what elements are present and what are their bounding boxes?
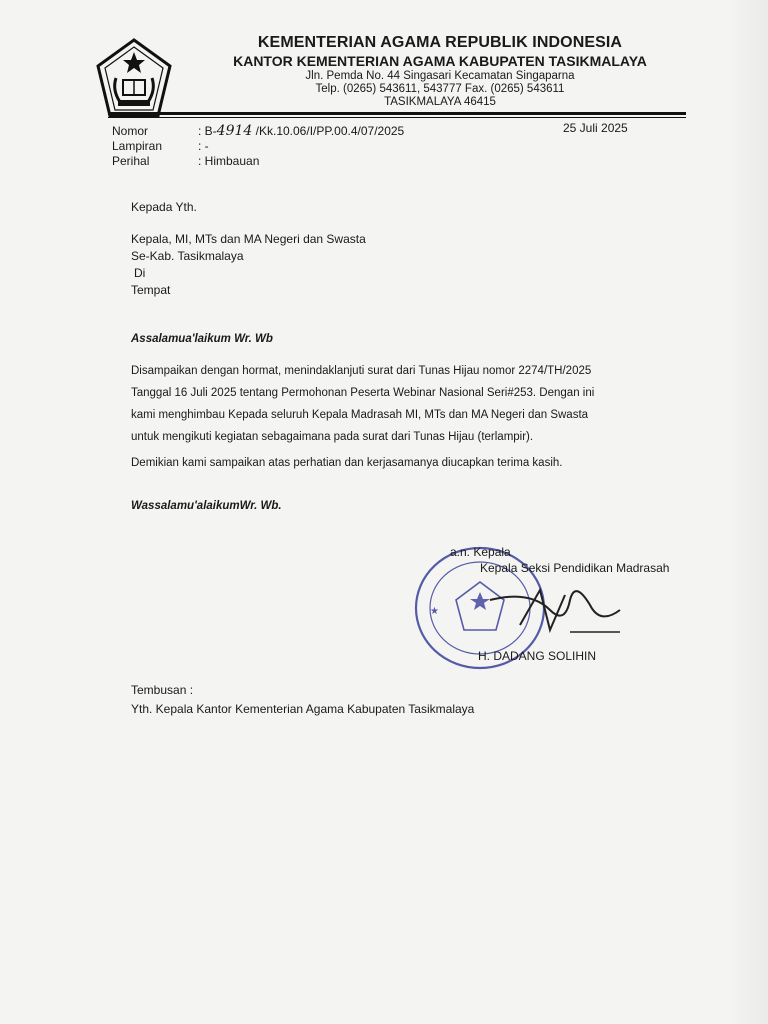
meta-perihal-row — [112, 154, 404, 169]
letterhead-rule-thick — [108, 112, 686, 115]
nomor-handwritten: 4914 — [216, 123, 253, 139]
address-line-1: Kepala, MI, MTs dan MA Negeri dan Swasta — [131, 232, 366, 246]
letterhead-rule-thin — [108, 117, 686, 118]
body-paragraph — [131, 360, 706, 448]
opening-greeting: Assalamua'laikum Wr. Wb — [131, 333, 273, 345]
letterhead-office: KANTOR KEMENTERIAN AGAMA KABUPATEN TASIKMALAYA — [233, 53, 647, 69]
nomor-prefix: : B- — [198, 124, 217, 138]
signature-line-2: Kepala Seksi Pendidikan Madrasah — [480, 561, 670, 575]
letterhead-city: TASIKMALAYA 46415 — [384, 96, 496, 108]
body-line-4: untuk mengikuti kegiatan sebagaimana pada surat dari Tunas Hijau (terlampir). — [131, 431, 534, 443]
address-line-3: Di — [134, 266, 146, 280]
meta-lampiran-row — [112, 139, 404, 154]
valediction: Wassalamu'alaikumWr. Wb. — [131, 500, 282, 512]
lampiran-label: Lampiran — [112, 139, 163, 153]
body-line-3: kami menghimbau Kepada seluruh Kepala Madrasah MI, MTs dan MA Negeri dan Swasta — [131, 409, 589, 421]
address-salutation: Kepada Yth. — [131, 200, 197, 214]
perihal-value: : Himbauan — [198, 154, 260, 168]
lampiran-value: : - — [198, 139, 209, 153]
nomor-suffix: /Kk.10.06/I/PP.00.4/07/2025 — [255, 124, 405, 138]
signatory-name: H. DADANG SOLIHIN — [478, 649, 597, 663]
cc-line-1: Yth. Kepala Kantor Kementerian Agama Kabupaten Tasikmalaya — [131, 702, 475, 716]
address-block — [131, 231, 366, 299]
address-line-2: Se-Kab. Tasikmalaya — [131, 249, 244, 263]
page-shadow — [728, 0, 768, 1024]
ministry-emblem-icon — [94, 38, 174, 120]
signature-line-1: a.n. Kepala — [450, 545, 511, 559]
letterhead-ministry: KEMENTERIAN AGAMA REPUBLIK INDONESIA — [257, 34, 623, 51]
letter-meta — [112, 124, 404, 169]
body-line-1: Disampaikan dengan hormat, menindaklanjuti surat dari Tunas Hijau nomor 2274/TH/2025 — [131, 365, 592, 377]
svg-text:★: ★ — [430, 606, 439, 617]
cc-label: Tembusan : — [131, 683, 194, 697]
nomor-label: Nomor — [112, 124, 149, 138]
body-line-2: Tanggal 16 Juli 2025 tentang Permohonan Peserta Webinar Nasional Seri#253. Dengan ini — [131, 387, 595, 399]
perihal-label: Perihal — [112, 154, 150, 168]
nomor-value — [198, 124, 404, 139]
letter-date: 25 Juli 2025 — [563, 121, 628, 135]
letterhead — [190, 34, 690, 108]
handwritten-signature-icon — [470, 570, 630, 650]
address-line-4: Tempat — [131, 283, 171, 297]
letterhead-address: Jln. Pemda No. 44 Singasari Kecamatan Singaparna — [305, 70, 575, 82]
letterhead-phone: Telp. (0265) 543611, 543777 Fax. (0265) 543611 — [315, 83, 565, 95]
closing-paragraph: Demikian kami sampaikan atas perhatian dan kerjasamanya diucapkan terima kasih. — [131, 457, 563, 469]
meta-nomor-row — [112, 124, 404, 139]
